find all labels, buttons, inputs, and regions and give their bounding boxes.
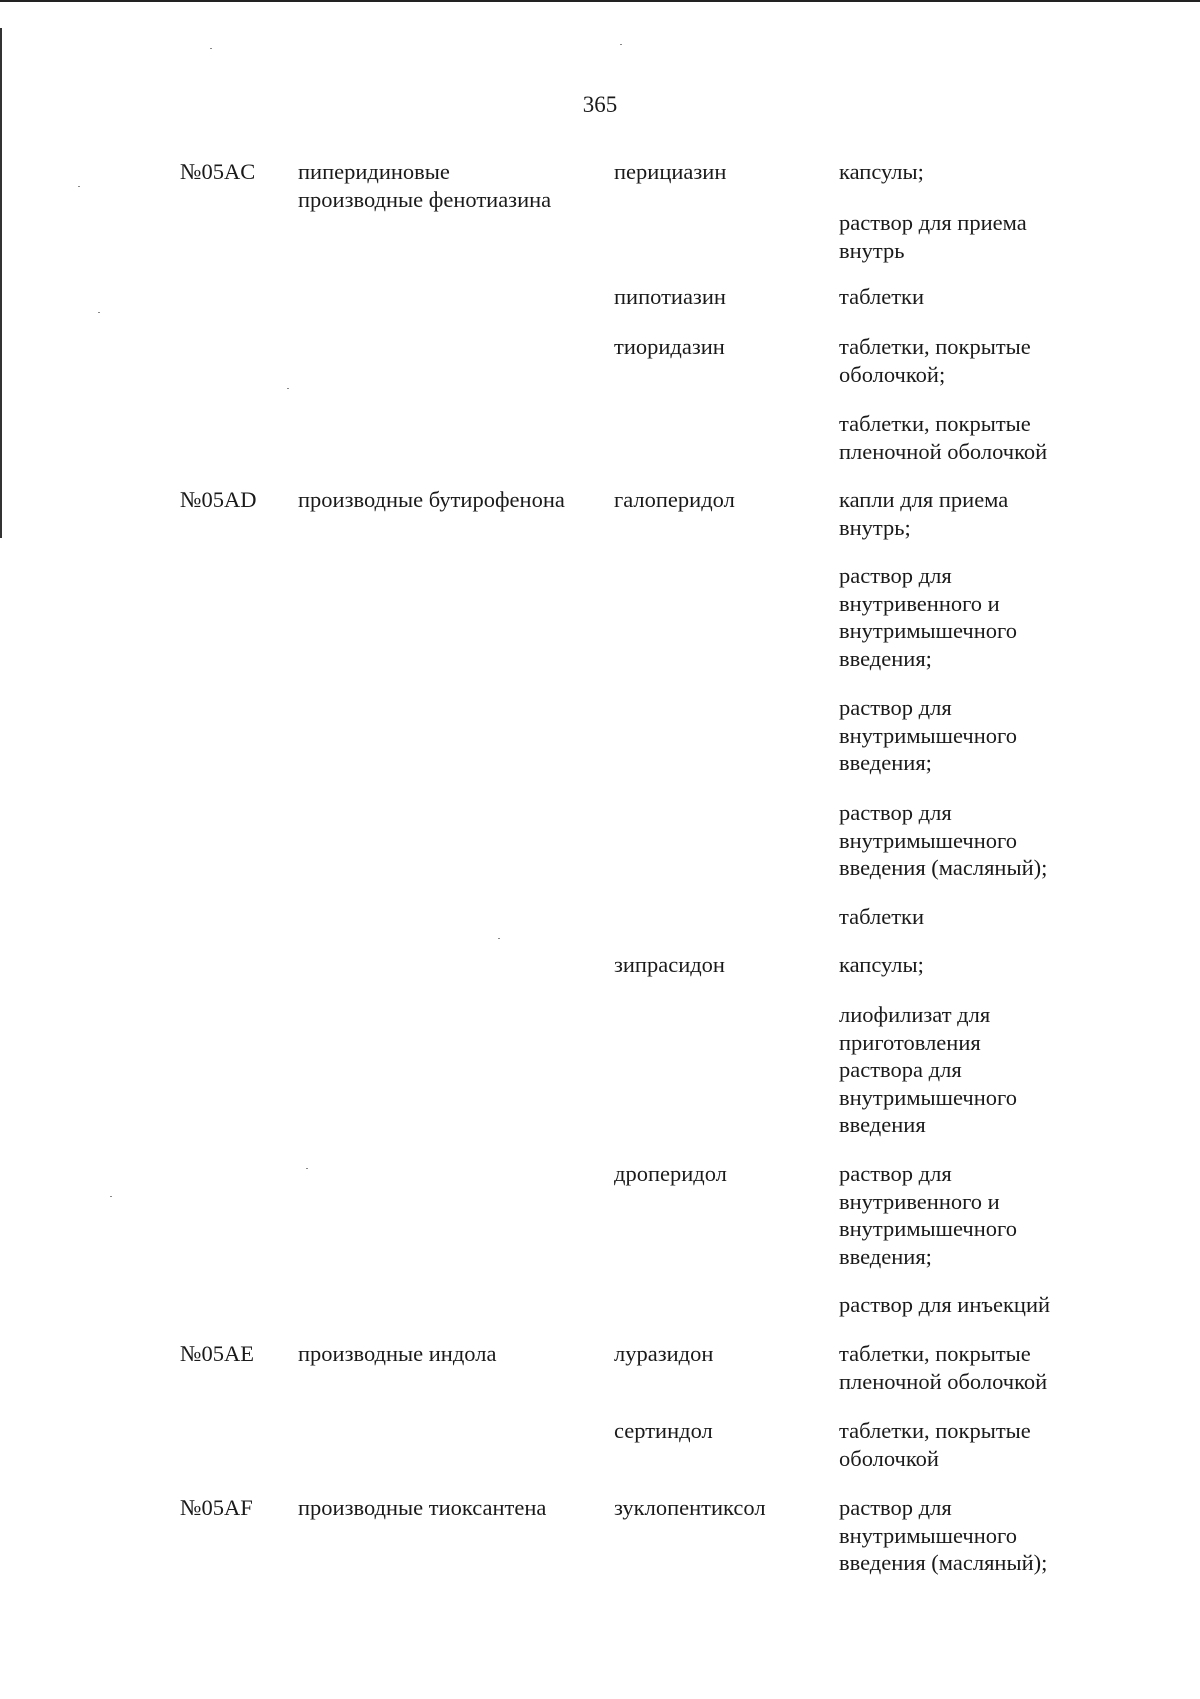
dosage-form: капсулы; — [839, 159, 924, 184]
atc-code: №05AE — [180, 1341, 254, 1366]
dosage-form: лиофилизат для приготовления раствора для внутримышечного введения — [839, 1002, 1017, 1137]
atc-code: №05AC — [180, 159, 256, 184]
drug-group: пиперидиновые производные фенотиазина — [298, 159, 552, 212]
scan-speck — [210, 48, 212, 49]
atc-code: №05AF — [180, 1495, 253, 1520]
dosage-form: таблетки — [839, 904, 925, 929]
dosage-form: капсулы; — [839, 952, 924, 977]
scan-speck — [110, 1196, 112, 1197]
drug-name: зипрасидон — [614, 952, 725, 977]
dosage-form: раствор для инъекций — [839, 1292, 1051, 1317]
scan-speck — [306, 1168, 308, 1169]
drug-name: луразидон — [614, 1341, 714, 1366]
dosage-form: таблетки, покрытые пленочной оболочкой — [839, 411, 1048, 464]
atc-code: №05AD — [180, 487, 257, 512]
dosage-form: раствор для внутримышечного введения (масляный); — [839, 1495, 1048, 1575]
scan-edge-top — [0, 0, 1200, 2]
drug-name: тиоридазин — [614, 334, 725, 359]
drug-group: производные тиоксантена — [298, 1495, 547, 1520]
dosage-form: раствор для внутримышечного введения; — [839, 695, 1017, 775]
drug-name: галоперидол — [614, 487, 735, 512]
dosage-form: таблетки, покрытые пленочной оболочкой — [839, 1341, 1048, 1394]
page-number: 365 — [582, 92, 618, 117]
drug-name: пипотиазин — [614, 284, 726, 309]
dosage-form: таблетки — [839, 284, 925, 309]
drug-name: сертиндол — [614, 1418, 713, 1443]
dosage-form: раствор для внутривенного и внутримышечного введения; — [839, 563, 1017, 671]
dosage-form: капли для приема внутрь; — [839, 487, 1009, 540]
scan-speck — [498, 938, 500, 939]
drug-name: дроперидол — [614, 1161, 727, 1186]
dosage-form: раствор для внутривенного и внутримышечного введения; — [839, 1161, 1017, 1269]
drug-name: перициазин — [614, 159, 727, 184]
dosage-form: таблетки, покрытые оболочкой; — [839, 334, 1031, 387]
drug-name: зуклопентиксол — [614, 1495, 766, 1520]
dosage-form: таблетки, покрытые оболочкой — [839, 1418, 1031, 1471]
dosage-form: раствор для приема внутрь — [839, 210, 1027, 263]
scan-speck — [287, 388, 289, 389]
scan-speck — [78, 186, 80, 187]
scan-speck — [98, 312, 100, 313]
drug-group: производные индола — [298, 1341, 497, 1366]
dosage-form: раствор для внутримышечного введения (масляный); — [839, 800, 1048, 880]
scan-speck — [620, 44, 622, 45]
drug-group: производные бутирофенона — [298, 487, 565, 512]
